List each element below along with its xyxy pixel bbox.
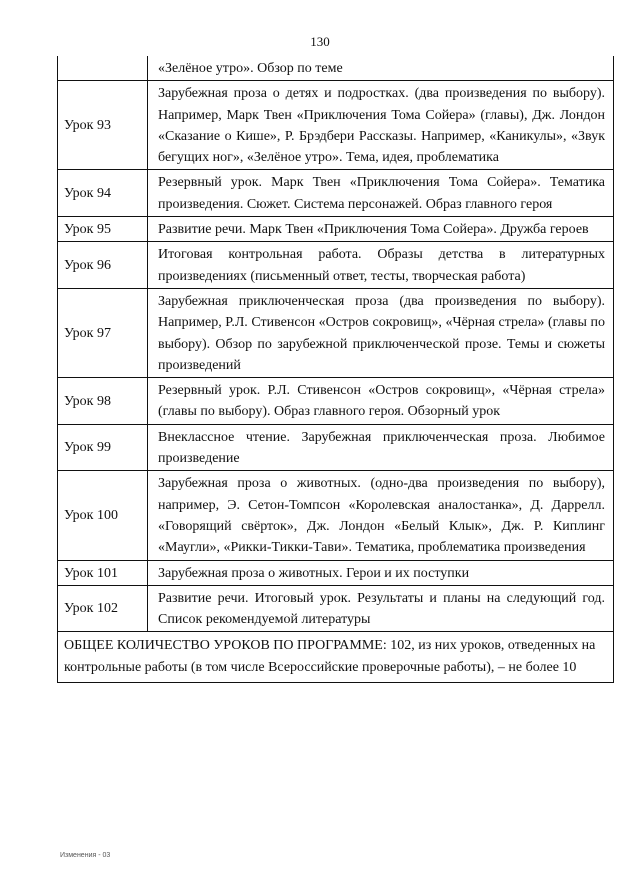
table-row (58, 378, 614, 425)
lesson-number (58, 56, 148, 81)
lesson-number: Урок 100 (58, 471, 148, 560)
lesson-description: Зарубежная проза о животных. Герои и их поступки (148, 560, 614, 585)
lesson-number: Урок 93 (58, 81, 148, 170)
lesson-number: Урок 94 (58, 170, 148, 217)
lesson-number: Урок 98 (58, 378, 148, 425)
table-row (58, 81, 614, 170)
lesson-number: Урок 95 (58, 217, 148, 242)
lesson-description: Резервный урок. Р.Л. Стивенсон «Остров сокровищ», «Чёрная стрела» (главы по выбору). Образ главного героя. Обзорный урок (148, 378, 614, 425)
lesson-description: Развитие речи. Марк Твен «Приключения Тома Сойера». Дружба героев (148, 217, 614, 242)
lesson-number: Урок 99 (58, 424, 148, 471)
table-row (58, 471, 614, 560)
lesson-number: Урок 101 (58, 560, 148, 585)
table-row (58, 424, 614, 471)
lesson-number: Урок 97 (58, 288, 148, 377)
lesson-description: «Зелёное утро». Обзор по теме (148, 56, 614, 81)
table-row (58, 170, 614, 217)
lesson-description: Итоговая контрольная работа. Образы детства в литературных произведениях (письменный ответ, тесты, творческая работа) (148, 242, 614, 289)
lesson-description: Внеклассное чтение. Зарубежная приключенческая проза. Любимое произведение (148, 424, 614, 471)
table-row (58, 288, 614, 377)
table-row (58, 585, 614, 632)
lesson-plan-table (57, 56, 614, 683)
lesson-description: Зарубежная приключенческая проза (два произведения по выбору). Например, Р.Л. Стивенсон «Остров сокровищ», «Чёрная стрела» (главы по выбору). Обзор по зарубежной приключенческой прозе. Темы и сюжеты произведений (148, 288, 614, 377)
table-row (58, 242, 614, 289)
table-row (58, 56, 614, 81)
total-row (58, 632, 614, 683)
table-row (58, 217, 614, 242)
total-lessons-note: ОБЩЕЕ КОЛИЧЕСТВО УРОКОВ ПО ПРОГРАММЕ: 102, из них уроков, отведенных на контрольные работы (в том числе Всероссийские проверочные работы), – не более 10 (58, 632, 614, 683)
lesson-number: Урок 102 (58, 585, 148, 632)
lesson-description: Развитие речи. Итоговый урок. Результаты и планы на следующий год. Список рекомендуемой литературы (148, 585, 614, 632)
lesson-description: Зарубежная проза о животных. (одно-два произведения по выбору), например, Э. Сетон-Томпсон «Королевская аналостанка», Д. Даррелл. «Говорящий свёрток», Дж. Лондон «Белый Клык», Дж. Р. Киплинг «Маугли», «Рикки-Тикки-Тави». Тематика, проблематика произведения (148, 471, 614, 560)
table-row (58, 560, 614, 585)
page-number: 130 (310, 34, 330, 49)
footer-revision-note: Изменения - 03 (60, 852, 111, 859)
lesson-description: Зарубежная проза о детях и подростках. (два произведения по выбору). Например, Марк Твен «Приключения Тома Сойера» (главы), Дж. Лондон «Сказание о Кише», Р. Брэдбери Рассказы. Например, «Каникулы», «Звук бегущих ног», «Зелёное утро». Тема, идея, проблематика (148, 81, 614, 170)
lesson-description: Резервный урок. Марк Твен «Приключения Тома Сойера». Тематика произведения. Сюжет. Система персонажей. Образ главного героя (148, 170, 614, 217)
lesson-number: Урок 96 (58, 242, 148, 289)
